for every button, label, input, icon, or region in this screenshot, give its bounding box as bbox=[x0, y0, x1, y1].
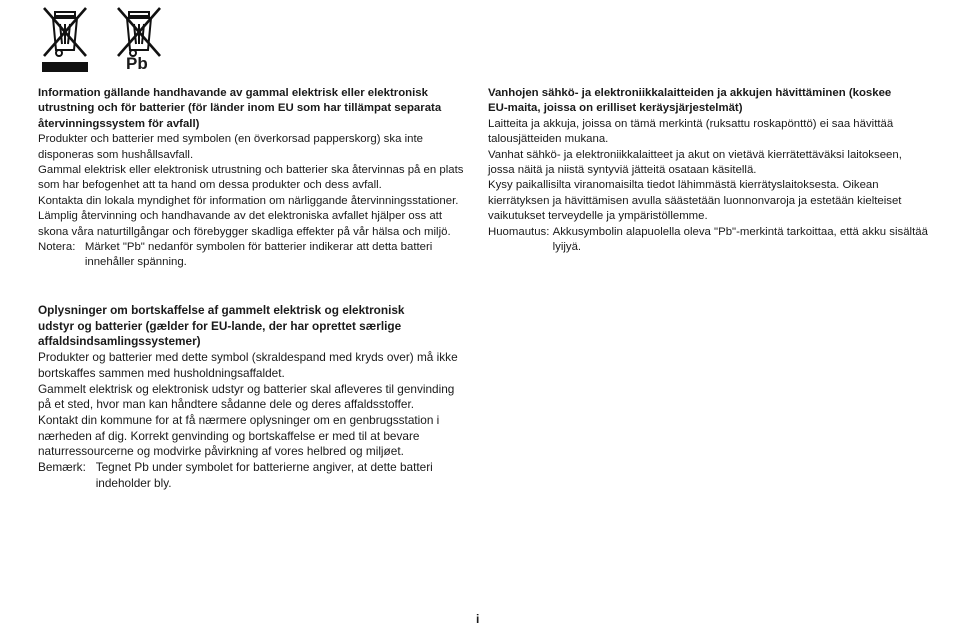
note-label: Notera: bbox=[38, 241, 85, 254]
finnish-title bbox=[488, 86, 928, 117]
note bbox=[38, 460, 470, 491]
title-line: Oplysninger om bortskaffelse af gammelt elektrisk og elektronisk bbox=[38, 303, 405, 317]
page-number: i bbox=[476, 612, 480, 626]
title-line: utrustning och för batterier (för länder inom EU som har tillämpat separata bbox=[38, 102, 442, 115]
paragraph: Kontakta din lokala myndighet för information om närliggande återvinningsstationer. Lämplig återvinning och handhavande av det elektroniska avfallet hjälper oss att skona våra naturtillgångar och förebygger skadliga effekter på vår hälsa och miljö. bbox=[38, 194, 459, 238]
underline-bar bbox=[42, 62, 88, 72]
disposal-symbols bbox=[38, 4, 168, 76]
title-line: Vanhojen sähkö- ja elektroniikkalaitteiden ja akkujen hävittäminen (koskee bbox=[488, 87, 892, 99]
title-line: affaldsindsamlingssystemer) bbox=[38, 334, 201, 349]
paragraph: Gammal elektrisk eller elektronisk utrustning och batterier ska återvinnas på en plats som har befogenhet att ta hand om dessa produkter och dess avfall. bbox=[38, 164, 464, 192]
danish-section bbox=[38, 303, 470, 491]
title-line: Information gällande handhavande av gammal elektrisk eller elektronisk bbox=[38, 87, 428, 99]
swedish-title bbox=[38, 86, 470, 132]
note-text: Akkusymbolin alapuolella oleva "Pb"-merkintä tarkoittaa, että akku sisältää lyijyä. bbox=[552, 225, 928, 254]
crossed-out-wheelie-bin-icon bbox=[112, 4, 166, 60]
paragraph: Kontakt din kommune for at få nærmere oplysninger om en genbrugsstation i nærheden af dig. Korrekt genvinding og bortskaffelse er med til at bevare naturressourcerne og modvirke påvirkning af vores helbred og miljøet. bbox=[38, 412, 440, 459]
title-line: återvinningssystem för avfall) bbox=[38, 117, 200, 130]
title-line: EU-maita, joissa on erilliset keräysjärjestelmät) bbox=[488, 102, 743, 115]
paragraph: Produkter och batterier med symbolen (en överkorsad papperskorg) ska inte disponeras som hushållsavfall. bbox=[38, 133, 423, 161]
finnish-section bbox=[488, 86, 928, 255]
note-label: Bemærk: bbox=[38, 460, 96, 475]
paragraph: Gammelt elektrisk og elektronisk udstyr og batterier skal afleveres til genvinding på et sted, hvor man kan håndtere sådanne dele og deres affaldsstoffer. bbox=[38, 381, 455, 412]
title-line: udstyr og batterier (gælder for EU-lande, der har oprettet særlige bbox=[38, 318, 402, 333]
note bbox=[38, 240, 470, 271]
paragraph: Vanhat sähkö- ja elektroniikkalaitteet ja akut on vietävä kierrätettäväksi laitokseen, jossa näitä ja niistä syntyviä jätteitä osataan käsitellä. bbox=[488, 148, 902, 177]
paragraph: Kysy paikallisilta viranomaisilta tiedot lähimmästä kierrätyslaitoksesta. Oikean kierrätyksen ja hävittämisen avulla säästetään luonnonvaroja ja estetään kielteiset vaikutukset terveydelle ja ympäristöllemme. bbox=[488, 179, 902, 223]
note-text: Märket "Pb" nedanför symbolen för batterier indikerar att detta batteri innehåller spänning. bbox=[84, 241, 433, 269]
swedish-section bbox=[38, 86, 470, 271]
note-text: Tegnet Pb under symbolet for batterierne angiver, at dette batteri indeholder bly. bbox=[95, 460, 433, 490]
crossed-out-wheelie-bin-icon bbox=[38, 4, 92, 60]
pb-label: Pb bbox=[126, 54, 148, 73]
paragraph: Laitteita ja akkuja, joissa on tämä merkintä (ruksattu roskapönttö) ei saa hävittää talousjätteiden mukana. bbox=[488, 117, 894, 146]
note-label: Huomautus: bbox=[488, 225, 553, 238]
note bbox=[488, 225, 928, 256]
danish-title bbox=[38, 303, 470, 350]
paragraph: Produkter og batterier med dette symbol (skraldespand med kryds over) må ikke bortskaffes sammen med husholdningsaffaldet. bbox=[38, 350, 458, 380]
